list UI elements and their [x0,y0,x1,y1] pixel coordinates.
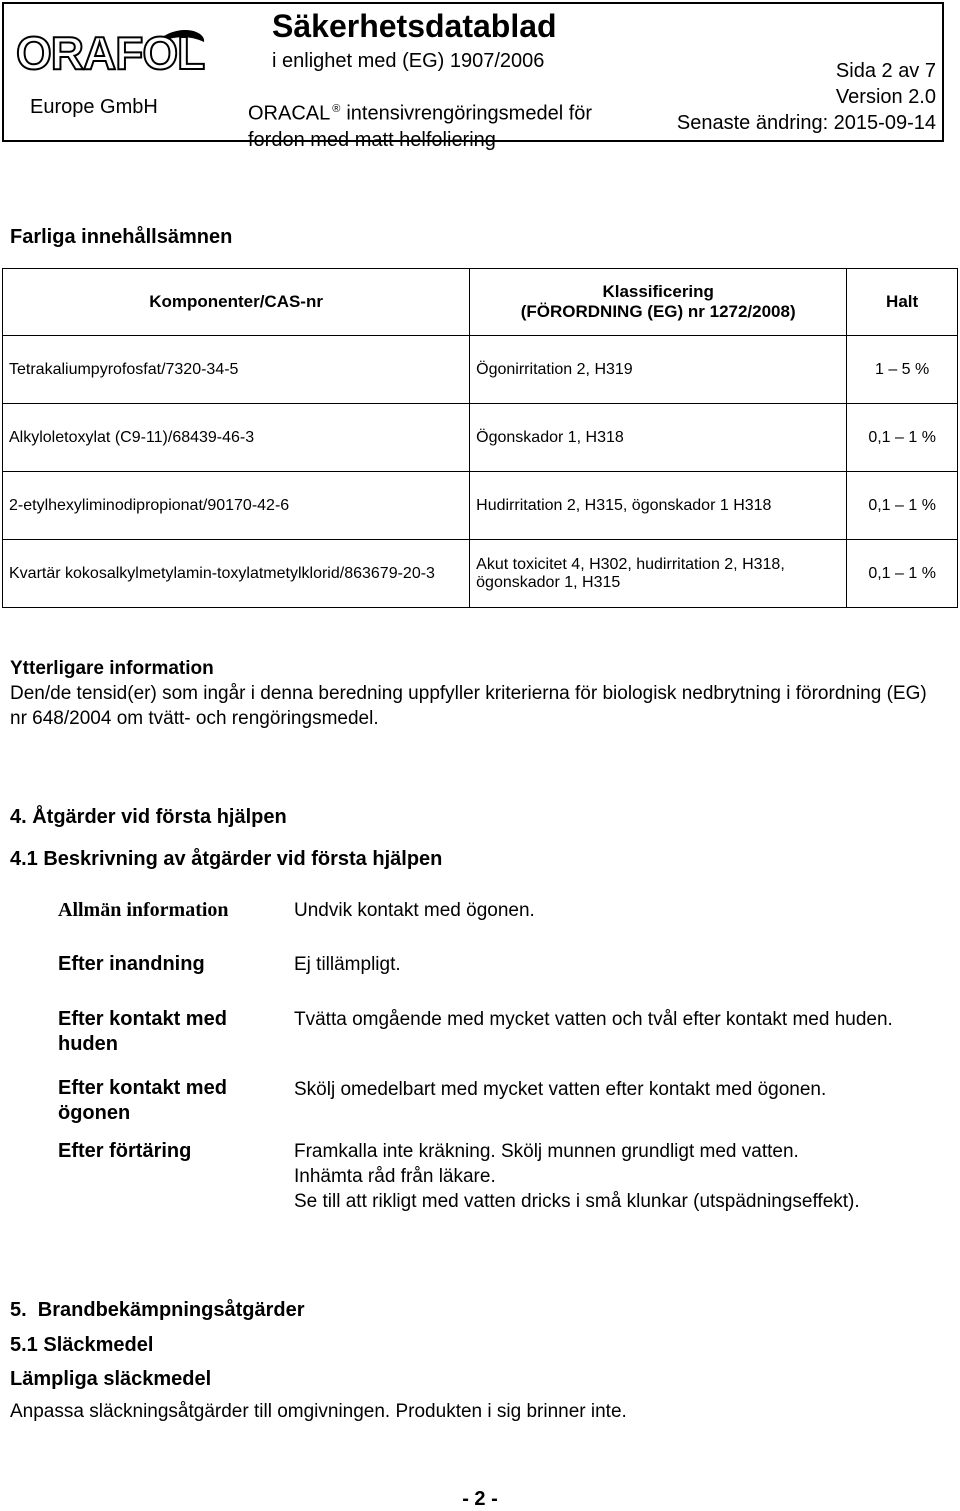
cell-content: 1 – 5 % [847,336,958,404]
page-number: - 2 - [462,1488,498,1510]
suitable-extinguishing-heading: Lämpliga släckmedel [10,1368,212,1390]
document-header [2,2,944,151]
suitable-extinguishing-text: Anpassa släckningsåtgärder till omgivningen. Produkten i sig brinner inte. [10,1401,627,1422]
first-aid-label-skin: Efter kontakt med huden [58,1008,227,1055]
first-aid-label-ingestion: Efter förtäring [58,1140,192,1162]
further-info-heading: Ytterligare information [10,658,214,679]
cell-classification: Ögonskador 1, H318 [470,404,847,472]
document-subtitle: i enlighet med (EG) 1907/2006 [272,50,545,72]
cell-content: 0,1 – 1 % [847,404,958,472]
orafol-logo [16,27,208,79]
product-brand: ORACAL [248,102,331,125]
cell-content: 0,1 – 1 % [847,540,958,608]
table-header-row [3,269,958,336]
table-row [3,404,958,472]
cell-component: Tetrakaliumpyrofosfat/7320-34-5 [3,336,470,404]
section-5-1-title: 5.1 Släckmedel [10,1334,154,1356]
header-classification: Klassificering (FÖRORDNING (EG) nr 1272/2008) [470,269,847,336]
first-aid-text-inhalation: Ej tillämpligt. [294,954,401,975]
section-5-title: 5. Brandbekämpningsåtgärder [10,1299,305,1321]
table-row [3,336,958,404]
header-content: Halt [847,269,958,336]
company-name: Europe GmbH [30,96,158,118]
cell-classification: Ögonirritation 2, H319 [470,336,847,404]
cell-classification: Akut toxicitet 4, H302, hudirritation 2, H318, ögonskador 1, H315 [470,540,847,608]
first-aid-label-eyes: Efter kontakt med ögonen [58,1077,227,1124]
first-aid-label-inhalation: Efter inandning [58,953,205,975]
first-aid-text-ingestion: Framkalla inte kräkning. Skölj munnen grundligt med vatten. Inhämta råd från läkare. Se till att rikligt med vatten dricks i små klunkar (utspädningseffekt). [294,1141,860,1212]
registered-mark: ® [332,103,341,115]
cell-component: Alkyloletoxylat (C9-11)/68439-46-3 [3,404,470,472]
ingredients-title: Farliga innehållsämnen [10,226,233,248]
first-aid-text-eyes: Skölj omedelbart med mycket vatten efter kontakt med ögonen. [294,1079,827,1100]
cell-classification: Hudirritation 2, H315, ögonskador 1 H318 [470,472,847,540]
page-counter: Sida 2 av 7 [835,60,936,82]
further-information [10,656,930,731]
first-aid-label-general: Allmän information [58,899,229,921]
cell-component: Kvartär kokosalkylmetylamin-toxylatmetylklorid/863679-20-3 [3,540,470,608]
product-name [248,96,648,153]
header-component: Komponenter/CAS-nr [3,269,470,336]
last-change-label: Senaste ändring: 2015-09-14 [676,112,936,134]
page-info [677,58,936,136]
cell-component: 2-etylhexyliminodipropionat/90170-42-6 [3,472,470,540]
table-row [3,540,958,608]
document-title: Säkerhetsdatablad [272,8,557,44]
product-description: intensivrengöringsmedel för fordon med matt helfoliering [248,102,593,151]
further-info-text: Den/de tensid(er) som ingår i denna beredning uppfyller kriterierna för biologisk nedbrytning i förordning (EG) nr 648/2004 om tvätt- och rengöringsmedel. [10,683,927,729]
section-4-1-title: 4.1 Beskrivning av åtgärder vid första hjälpen [10,848,443,870]
logo-text: ORAFOL [16,27,205,79]
ingredients-table [2,268,958,608]
first-aid-text-skin: Tvätta omgående med mycket vatten och tvål efter kontakt med huden. [294,1009,893,1030]
first-aid-text-general: Undvik kontakt med ögonen. [294,900,535,921]
section-4-title: 4. Åtgärder vid första hjälpen [10,806,287,828]
table-row [3,472,958,540]
cell-content: 0,1 – 1 % [847,472,958,540]
version-label: Version 2.0 [835,86,936,108]
